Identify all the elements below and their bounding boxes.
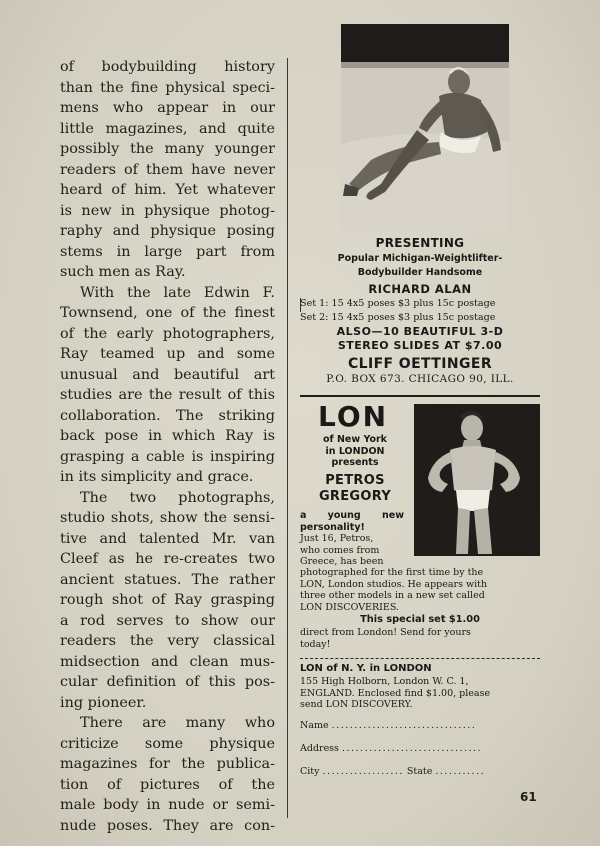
stereo-offer bbox=[300, 325, 540, 353]
text-line: unusual and beautiful art bbox=[60, 366, 275, 383]
text-line: male body in nude or semi- bbox=[60, 797, 275, 813]
reclining-man-image bbox=[341, 24, 509, 231]
origin-line: in LONDON bbox=[325, 445, 385, 457]
set-2-line: Set 2: 15 4x5 poses $3 plus 15c postage bbox=[300, 311, 496, 323]
text-line: such men as Ray. bbox=[60, 264, 186, 280]
subtitle-line: Bodybuilder Handsome bbox=[357, 267, 483, 278]
address-line: ENGLAND. Enclosed find $1.00, please bbox=[300, 687, 491, 699]
text-line: little magazines, and quite bbox=[60, 120, 275, 137]
model-name: RICHARD ALAN bbox=[368, 282, 472, 296]
order-coupon-form bbox=[300, 720, 540, 789]
origin-line: of New York bbox=[323, 434, 387, 445]
coupon-cut-line bbox=[300, 658, 540, 659]
intro-line: who comes from bbox=[300, 544, 380, 556]
text-line: cular definition of this pos- bbox=[60, 674, 275, 690]
text-line: readers of them have never bbox=[60, 161, 275, 178]
price-list bbox=[300, 297, 540, 324]
text-line: than the fine physical speci- bbox=[60, 79, 275, 96]
intro-line: Just 16, Petros, bbox=[300, 533, 374, 544]
text-line: With the late Edwin F. bbox=[80, 284, 275, 301]
text-line: tion of pictures of the bbox=[60, 776, 275, 793]
text-line: Cleef as he re-creates two bbox=[60, 551, 275, 567]
text-line: in its simplicity and grace. bbox=[60, 469, 254, 485]
ad-body-text bbox=[300, 567, 544, 613]
state-blank[interactable]: ........... bbox=[435, 766, 486, 777]
presenting-heading: PRESENTING bbox=[375, 236, 465, 250]
article-column bbox=[60, 57, 275, 836]
coupon-heading: LON of N. Y. in LONDON bbox=[300, 663, 432, 674]
body-line: photographed for the first time by the bbox=[300, 567, 484, 578]
richard-alan-ad bbox=[300, 236, 540, 385]
lon-logo: LON bbox=[318, 400, 389, 433]
text-line: grasping a cable is inspiring bbox=[60, 448, 275, 465]
text-line: possibly the many younger bbox=[60, 141, 275, 157]
ad-divider bbox=[300, 395, 540, 397]
text-line: readers the very classical bbox=[60, 633, 275, 649]
tagline-line: a young new bbox=[300, 510, 404, 521]
text-line: midsection and clean mus- bbox=[60, 653, 275, 670]
text-line: raphy and physique posing bbox=[60, 223, 275, 239]
city-state-field[interactable] bbox=[300, 766, 540, 789]
text-line: is new in physique photog- bbox=[60, 202, 275, 219]
address-blank[interactable]: ............................... bbox=[341, 743, 483, 754]
article-paragraph-1 bbox=[60, 57, 275, 283]
text-line: ing pioneer. bbox=[60, 694, 147, 711]
state-label: State bbox=[406, 766, 433, 777]
text-line: studio shots, show the sensi- bbox=[60, 510, 275, 526]
text-line: back pose in which Ray is bbox=[60, 428, 275, 444]
address-line: send LON DISCOVERY. bbox=[300, 699, 413, 710]
intro-text bbox=[300, 533, 404, 568]
name-label: Name bbox=[300, 720, 329, 731]
set-1-line: Set 1: 15 4x5 poses $3 plus 15c postage bbox=[300, 298, 496, 309]
text-line: mens who appear in our bbox=[60, 100, 275, 116]
body-line: LON, London studios. He appears with bbox=[300, 578, 488, 590]
richard-alan-photo bbox=[341, 24, 509, 231]
petros-gregory-photo bbox=[414, 404, 540, 556]
text-line: Townsend, one of the finest bbox=[60, 305, 275, 321]
address-line: 155 High Holborn, London W. C. 1, bbox=[300, 676, 469, 687]
featured-model-name bbox=[300, 473, 410, 504]
text-line: magazines for the publica- bbox=[60, 756, 275, 772]
text-line: ancient statues. The rather bbox=[60, 571, 275, 588]
page-number: 61 bbox=[520, 790, 537, 804]
body-line: LON DISCOVERIES. bbox=[300, 601, 400, 613]
city-blank[interactable]: .................. bbox=[322, 766, 404, 777]
city-label: City bbox=[300, 766, 320, 777]
text-line: rough shot of Ray grasping bbox=[60, 592, 275, 608]
tagline bbox=[300, 510, 404, 533]
text-line: of bodybuilding history bbox=[60, 59, 275, 75]
text-line: tive and talented Mr. van bbox=[60, 530, 275, 547]
article-paragraph-2 bbox=[60, 283, 275, 488]
mailing-address: P.O. BOX 673. CHICAGO 90, ILL. bbox=[326, 373, 514, 385]
posing-man-image bbox=[414, 404, 540, 556]
name-blank[interactable]: ................................ bbox=[331, 720, 477, 731]
name-line: GREGORY bbox=[318, 488, 392, 504]
text-line: heard of him. Yet whatever bbox=[60, 182, 275, 198]
article-paragraph-3 bbox=[60, 488, 275, 714]
company-name: CLIFF OETTINGER bbox=[347, 356, 493, 372]
offer-line: ALSO—10 BEAUTIFUL 3-D bbox=[336, 325, 504, 338]
tagline-line: personality! bbox=[300, 521, 365, 533]
text-line: a rod serves to show our bbox=[60, 612, 275, 629]
name-field[interactable] bbox=[300, 720, 540, 743]
text-line: Ray teamed up and some bbox=[60, 346, 275, 362]
subtitle-line: Popular Michigan-Weightlifter- bbox=[337, 253, 503, 264]
text-line: collaboration. The striking bbox=[60, 407, 275, 424]
call-to-action bbox=[300, 627, 540, 650]
lon-origin bbox=[300, 434, 410, 469]
text-line: studies are the result of this bbox=[60, 387, 275, 403]
address-label: Address bbox=[300, 743, 339, 754]
text-line: stems in large part from bbox=[60, 243, 275, 260]
cta-line: today! bbox=[300, 638, 331, 650]
ad-subtitle bbox=[300, 252, 540, 280]
article-paragraph-4 bbox=[60, 713, 275, 836]
address-field[interactable] bbox=[300, 743, 540, 766]
text-line: The two photographs, bbox=[80, 489, 275, 506]
text-line: criticize some physique bbox=[60, 735, 275, 752]
text-line: of the early photographers, bbox=[60, 325, 275, 342]
name-line: PETROS bbox=[325, 473, 385, 488]
intro-line: Greece, has been bbox=[300, 556, 384, 567]
coupon-address bbox=[300, 676, 544, 711]
cta-line: direct from London! Send for yours bbox=[300, 627, 471, 638]
origin-line: presents bbox=[331, 457, 379, 468]
offer-line: STEREO SLIDES AT $7.00 bbox=[337, 339, 503, 352]
special-price: This special set $1.00 bbox=[360, 614, 480, 625]
text-line: nude poses. They are con- bbox=[60, 817, 275, 834]
column-divider bbox=[287, 58, 288, 818]
text-line: There are many who bbox=[80, 715, 275, 731]
body-line: three other models in a new set called bbox=[300, 590, 485, 601]
